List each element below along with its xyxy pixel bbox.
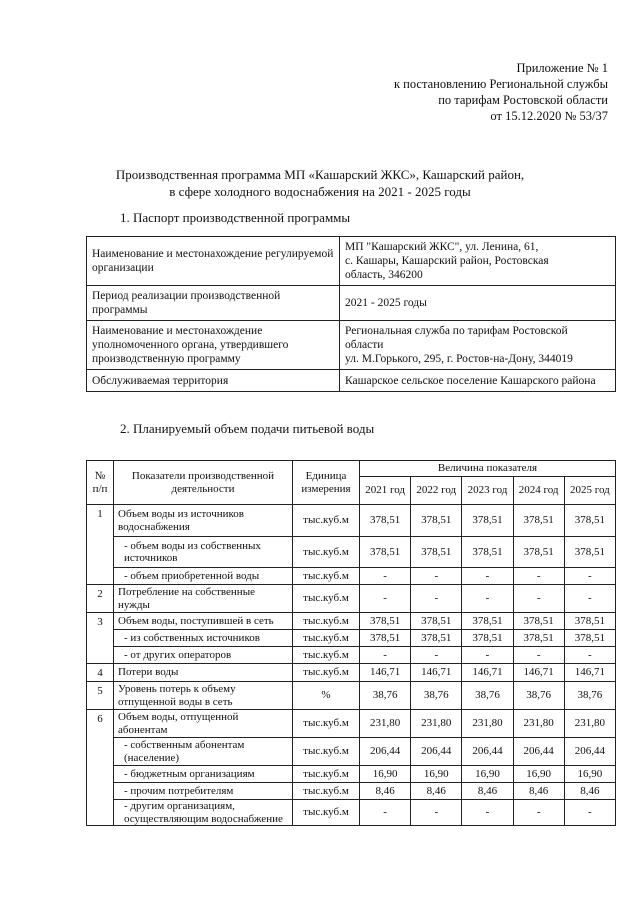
value-cell: 8,46 xyxy=(513,783,564,800)
indicator-name: - прочим потребителям xyxy=(114,783,293,800)
table-row xyxy=(87,682,616,710)
row-number xyxy=(87,568,114,585)
passport-value-line: с. Кашары, Кашарский район, Ростовская xyxy=(345,255,549,267)
value-cell: - xyxy=(564,800,615,826)
value-cell: 231,80 xyxy=(462,710,513,738)
row-number: 1 xyxy=(87,505,114,537)
value-cell: 206,44 xyxy=(513,738,564,766)
row-number xyxy=(87,738,114,766)
appendix-header xyxy=(394,60,608,124)
passport-value xyxy=(340,237,616,286)
value-cell: 378,51 xyxy=(564,630,615,647)
passport-key: Наименование и местонахождение регулируемой организации xyxy=(87,237,340,286)
value-cell: 378,51 xyxy=(513,613,564,630)
unit-cell: тыс.куб.м xyxy=(293,568,360,585)
passport-value-line: МП "Кашарский ЖКС", ул. Ленина, 61, xyxy=(345,241,539,253)
header-value: Величина показателя xyxy=(360,461,616,477)
value-cell: 378,51 xyxy=(360,613,411,630)
table-row xyxy=(87,800,616,826)
value-cell: 378,51 xyxy=(564,505,615,537)
value-cell: 8,46 xyxy=(564,783,615,800)
value-cell: - xyxy=(411,585,462,613)
table-row xyxy=(87,766,616,783)
indicator-name: Объем воды, отпущенной абонентам xyxy=(114,710,293,738)
value-cell: 8,46 xyxy=(411,783,462,800)
row-number: 6 xyxy=(87,710,114,738)
unit-cell: тыс.куб.м xyxy=(293,766,360,783)
row-number: 3 xyxy=(87,613,114,630)
value-cell: 231,80 xyxy=(513,710,564,738)
value-cell: - xyxy=(411,800,462,826)
unit-cell: тыс.куб.м xyxy=(293,537,360,568)
value-cell: 16,90 xyxy=(513,766,564,783)
value-cell: 38,76 xyxy=(462,682,513,710)
value-cell: 378,51 xyxy=(564,613,615,630)
unit-cell: тыс.куб.м xyxy=(293,738,360,766)
document-title xyxy=(0,166,640,200)
value-cell: - xyxy=(513,800,564,826)
table-row xyxy=(87,505,616,537)
value-cell: 16,90 xyxy=(564,766,615,783)
indicator-name: Объем воды, поступившей в сеть xyxy=(114,613,293,630)
passport-value-line: области xyxy=(345,339,384,351)
indicator-name: Уровень потерь к объему отпущенной воды в сеть xyxy=(114,682,293,710)
indicator-name: - объем приобретенной воды xyxy=(114,568,293,585)
row-number xyxy=(87,630,114,647)
indicator-name: - из собственных источников xyxy=(114,630,293,647)
table-row xyxy=(87,738,616,766)
section-2-heading: 2. Планируемый объем подачи питьевой воды xyxy=(120,421,375,436)
table-row xyxy=(87,664,616,682)
value-cell: 146,71 xyxy=(462,664,513,682)
value-cell: 206,44 xyxy=(360,738,411,766)
volume-table xyxy=(86,460,616,826)
value-cell: 206,44 xyxy=(411,738,462,766)
value-cell: 378,51 xyxy=(462,505,513,537)
value-cell: 16,90 xyxy=(411,766,462,783)
value-cell: 378,51 xyxy=(513,505,564,537)
value-cell: 206,44 xyxy=(462,738,513,766)
passport-key: Наименование и местонахождение уполномоченного органа, утвердившего производственную программу xyxy=(87,321,340,370)
header-unit: Единица измерения xyxy=(293,461,360,505)
passport-value xyxy=(340,370,616,392)
value-cell: 378,51 xyxy=(513,537,564,568)
value-cell: 38,76 xyxy=(360,682,411,710)
value-cell: 378,51 xyxy=(462,537,513,568)
table-row xyxy=(87,613,616,630)
value-cell: 8,46 xyxy=(462,783,513,800)
indicator-name: - другим организациям, осуществляющим водоснабжение xyxy=(114,800,293,826)
value-cell: 8,46 xyxy=(360,783,411,800)
row-number: 5 xyxy=(87,682,114,710)
value-cell: 378,51 xyxy=(411,613,462,630)
passport-row xyxy=(87,370,616,392)
appendix-line-3: по тарифам Ростовской области xyxy=(438,93,608,107)
row-number: 4 xyxy=(87,664,114,682)
table-row xyxy=(87,647,616,664)
table-row xyxy=(87,568,616,585)
passport-value xyxy=(340,321,616,370)
value-cell: 38,76 xyxy=(564,682,615,710)
header-year: 2025 год xyxy=(564,477,615,505)
value-cell: - xyxy=(360,647,411,664)
indicator-name: Потери воды xyxy=(114,664,293,682)
header-year: 2022 год xyxy=(411,477,462,505)
row-number xyxy=(87,766,114,783)
unit-cell: % xyxy=(293,682,360,710)
value-cell: 38,76 xyxy=(513,682,564,710)
value-cell: - xyxy=(462,800,513,826)
passport-key: Период реализации производственной программы xyxy=(87,286,340,321)
value-cell: - xyxy=(411,568,462,585)
value-cell: 378,51 xyxy=(462,613,513,630)
section-1-heading: 1. Паспорт производственной программы xyxy=(120,210,351,225)
indicator-name: - объем воды из собственных источников xyxy=(114,537,293,568)
passport-key: Обслуживаемая территория xyxy=(87,370,340,392)
unit-cell: тыс.куб.м xyxy=(293,664,360,682)
value-cell: 378,51 xyxy=(513,630,564,647)
value-cell: 16,90 xyxy=(360,766,411,783)
value-cell: 38,76 xyxy=(411,682,462,710)
header-year: 2021 год xyxy=(360,477,411,505)
table-row xyxy=(87,630,616,647)
passport-row xyxy=(87,321,616,370)
passport-value-line: 2021 - 2025 годы xyxy=(345,297,427,309)
table-row xyxy=(87,537,616,568)
value-cell: 231,80 xyxy=(360,710,411,738)
passport-value xyxy=(340,286,616,321)
passport-row xyxy=(87,237,616,286)
value-cell: 378,51 xyxy=(411,537,462,568)
value-cell: 378,51 xyxy=(360,630,411,647)
unit-cell: тыс.куб.м xyxy=(293,647,360,664)
title-line-2: в сфере холодного водоснабжения на 2021 - 2025 годы xyxy=(169,184,471,199)
indicator-name: - от других операторов xyxy=(114,647,293,664)
passport-value-line: область, 346200 xyxy=(345,269,423,281)
unit-cell: тыс.куб.м xyxy=(293,613,360,630)
passport-value-line: ул. М.Горького, 295, г. Ростов-на-Дону, 344019 xyxy=(345,353,573,365)
value-cell: - xyxy=(360,585,411,613)
passport-value-line: Кашарское сельское поселение Кашарского района xyxy=(345,374,596,387)
value-cell: - xyxy=(564,647,615,664)
value-cell: - xyxy=(462,568,513,585)
value-cell: 378,51 xyxy=(411,505,462,537)
row-number xyxy=(87,647,114,664)
indicator-name: Объем воды из источников водоснабжения xyxy=(114,505,293,537)
value-cell: 378,51 xyxy=(564,537,615,568)
row-number xyxy=(87,537,114,568)
value-cell: - xyxy=(564,585,615,613)
row-number: 2 xyxy=(87,585,114,613)
value-cell: - xyxy=(360,800,411,826)
value-cell: - xyxy=(462,585,513,613)
passport-row xyxy=(87,286,616,321)
appendix-line-1: Приложение № 1 xyxy=(516,61,608,75)
header-year: 2023 год xyxy=(462,477,513,505)
table-row xyxy=(87,783,616,800)
value-cell: 231,80 xyxy=(411,710,462,738)
unit-cell: тыс.куб.м xyxy=(293,710,360,738)
value-cell: - xyxy=(411,647,462,664)
value-cell: 146,71 xyxy=(564,664,615,682)
header-num: № п/п xyxy=(87,461,114,505)
row-number xyxy=(87,783,114,800)
header-indicator: Показатели производственной деятельности xyxy=(114,461,293,505)
unit-cell: тыс.куб.м xyxy=(293,505,360,537)
indicator-name: - собственным абонентам (население) xyxy=(114,738,293,766)
value-cell: 378,51 xyxy=(462,630,513,647)
unit-cell: тыс.куб.м xyxy=(293,783,360,800)
value-cell: - xyxy=(513,585,564,613)
value-cell: - xyxy=(462,647,513,664)
passport-table xyxy=(86,236,616,392)
value-cell: 378,51 xyxy=(360,537,411,568)
value-cell: 146,71 xyxy=(513,664,564,682)
row-number xyxy=(87,800,114,826)
appendix-line-2: к постановлению Региональной службы xyxy=(393,77,608,91)
value-cell: - xyxy=(360,568,411,585)
unit-cell: тыс.куб.м xyxy=(293,585,360,613)
value-cell: 206,44 xyxy=(564,738,615,766)
indicator-name: - бюджетным организациям xyxy=(114,766,293,783)
table-row xyxy=(87,585,616,613)
title-line-1: Производственная программа МП «Кашарский ЖКС», Кашарский район, xyxy=(115,167,525,182)
value-cell: 146,71 xyxy=(411,664,462,682)
appendix-line-4: от 15.12.2020 № 53/37 xyxy=(490,109,608,123)
table-row xyxy=(87,710,616,738)
unit-cell: тыс.куб.м xyxy=(293,800,360,826)
value-cell: - xyxy=(564,568,615,585)
value-cell: 378,51 xyxy=(360,505,411,537)
value-cell: 146,71 xyxy=(360,664,411,682)
passport-value-line: Региональная служба по тарифам Ростовской xyxy=(345,325,568,337)
value-cell: 16,90 xyxy=(462,766,513,783)
indicator-name: Потребление на собственные нужды xyxy=(114,585,293,613)
header-year: 2024 год xyxy=(513,477,564,505)
value-cell: - xyxy=(513,647,564,664)
value-cell: - xyxy=(513,568,564,585)
value-cell: 231,80 xyxy=(564,710,615,738)
unit-cell: тыс.куб.м xyxy=(293,630,360,647)
value-cell: 378,51 xyxy=(411,630,462,647)
